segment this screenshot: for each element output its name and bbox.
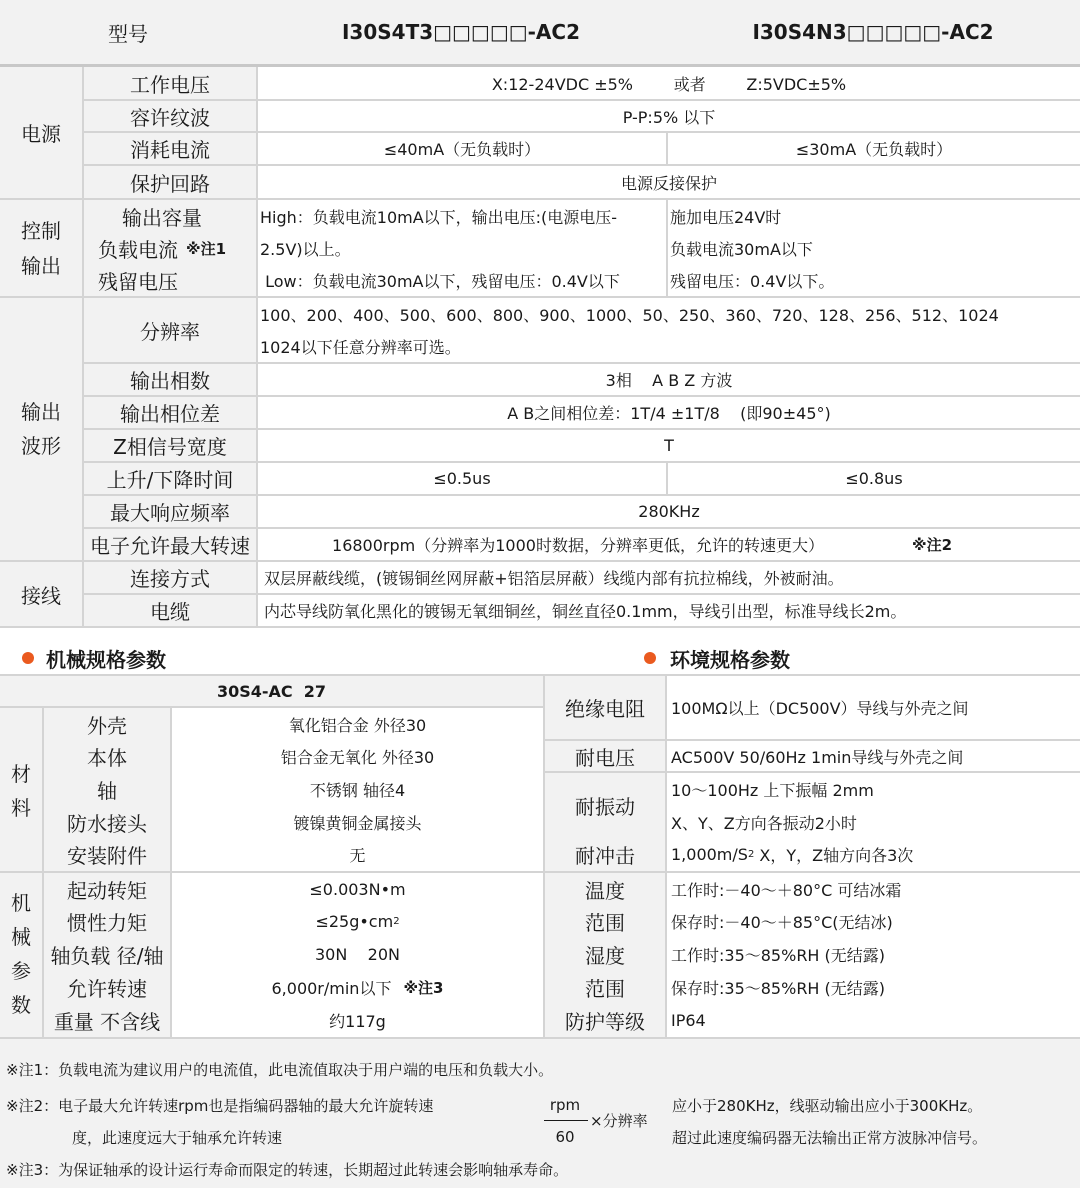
env-hum-label-2: 范围 [585, 977, 625, 1001]
power-protect-label: 保护回路 [130, 171, 210, 196]
mech-weight-value: 约117g [329, 1012, 386, 1031]
env-voltage-label: 耐电压 [575, 745, 635, 770]
control-residual-label: 残留电压 [98, 269, 178, 294]
control-t3-line-2: 2.5V)以上。 [260, 239, 351, 259]
mech-allow-note: ※注3 [403, 979, 444, 997]
note-3: ※注3：为保证轴承的设计运行寿命而限定的转速，长期超过此转速会影响轴承寿命。 [6, 1160, 569, 1179]
material-accessory-label: 安装附件 [67, 844, 147, 868]
control-t3-line-1: High：负载电流10mA以下，输出电压:(电源电压- [260, 207, 618, 227]
env-title-dot-icon [644, 652, 656, 664]
mech-weight-label: 重量 不含线 [53, 1010, 161, 1034]
mech-title-dot-icon [22, 652, 34, 664]
env-shock-label: 耐冲击 [575, 844, 635, 868]
mech-inertia-value: ≤25g•cm 2 [315, 912, 400, 931]
env-ip-label: 防护等级 [565, 1010, 645, 1034]
model-label: 型号 [108, 21, 148, 46]
material-accessory-value: 无 [349, 846, 366, 865]
note-2-line-4: 超过此速度编码器无法输出正常方波脉冲信号。 [672, 1128, 988, 1147]
mech-inertia-label: 惯性力矩 [67, 911, 147, 935]
mech-model: 30S4-AC 27 [0, 676, 543, 706]
wave-phase-value: 3相 A B Z 方波 [605, 371, 733, 390]
mech-group-char-3: 参 [11, 958, 31, 983]
power-voltage-value: X:12-24VDC ±5% 或者 Z:5VDC±5% [491, 74, 847, 94]
control-note1-mark: ※注1 [186, 239, 227, 258]
material-shell-label: 外壳 [87, 713, 127, 738]
wave-speed-note: ※注2 [912, 536, 953, 554]
note-2-line-2: 度，此速度远大于轴承允许转速 [72, 1128, 283, 1147]
env-section-title: 环境规格参数 [670, 647, 790, 672]
wave-resolution-label: 分辨率 [140, 319, 200, 344]
mech-allow-label: 允许转速 [67, 977, 147, 1001]
note-2-line-3: 应小于280KHz，线驱动输出应小于300KHz。 [672, 1096, 983, 1115]
env-temp-label-1: 温度 [585, 878, 625, 903]
material-shaft-label: 轴 [97, 779, 117, 803]
env-vibration-label: 耐振动 [575, 794, 635, 819]
wave-z-value: T [664, 436, 674, 455]
note-2-fraction-numerator: rpm [549, 1096, 581, 1114]
wave-phase-label: 输出相数 [130, 369, 210, 393]
model-t3: I30S4T3□□□□□-AC2 [341, 20, 580, 44]
power-current-t3: ≤40mA（无负载时） [383, 140, 541, 159]
wave-speed-label: 电子允许最大转速 [90, 534, 250, 558]
wave-diff-label: 输出相位差 [120, 402, 220, 426]
mech-load-value: 30N 20N [315, 945, 400, 964]
note-1: ※注1：负载电流为建议用户的电流值，此电流值取决于用户端的电压和负载大小。 [6, 1060, 554, 1079]
wave-rise-t3: ≤0.5us [433, 469, 491, 488]
env-insulation-value: 100MΩ以上（DC500V）导线与外壳之间 [671, 699, 969, 718]
material-group-char-2: 料 [11, 795, 31, 820]
power-ripple-label: 容许纹波 [130, 105, 210, 130]
power-current-n3: ≤30mA（无负载时） [795, 140, 953, 159]
control-n3-line-3: 残留电压：0.4V以下。 [670, 271, 835, 291]
env-shock-value: 1,000m/S 2 X，Y，Z轴方向各3次 [671, 845, 914, 865]
control-group-label-2: 输出 [21, 253, 61, 278]
note-2-fraction-bar [544, 1120, 588, 1121]
wave-diff-value: A B之间相位差：1T/4 ±1T/8 (即90±45°) [507, 404, 831, 423]
env-voltage-value: AC500V 50/60Hz 1min导线与外壳之间 [671, 747, 964, 767]
power-protect-value: 电源反接保护 [620, 173, 717, 193]
wave-group-label-1: 输出 [21, 399, 61, 424]
wave-freq-value: 280KHz [638, 502, 700, 521]
power-voltage-label: 工作电压 [130, 72, 210, 97]
control-n3-line-1: 施加电压24V时 [670, 207, 782, 227]
note-2-line-1: ※注2：电子最大允许转速rpm也是指编码器轴的最大允许旋转速 [6, 1096, 434, 1115]
control-capacity-label: 输出容量 [122, 205, 202, 230]
mech-allow-value: 6,000r/min以下 ※注3 [271, 979, 444, 998]
wave-resolution-line-1: 100、200、400、500、600、800、900、1000、50、250、360、720、128、256、512、1024 [260, 305, 999, 325]
material-connector-value: 镀镍黄铜金属接头 [293, 813, 422, 833]
wave-rise-n3: ≤0.8us [845, 469, 903, 488]
mech-group-char-4: 数 [11, 992, 31, 1017]
wave-rise-label: 上升/下降时间 [106, 468, 234, 492]
control-n3-line-2: 负载电流30mA以下 [670, 239, 813, 259]
power-current-label: 消耗电流 [130, 138, 210, 162]
wiring-group-label: 接线 [21, 583, 61, 608]
model-n3: I30S4N3□□□□□-AC2 [752, 20, 994, 44]
env-ip-value: IP64 [671, 1011, 706, 1030]
note-2-fraction-denominator: 60 [555, 1128, 575, 1146]
env-temp-label-2: 范围 [585, 911, 625, 935]
control-group-label-1: 控制 [21, 218, 61, 243]
mech-group-char-1: 机 [11, 890, 31, 915]
material-group-char-1: 材 [11, 761, 31, 786]
material-body-value: 铝合金无氧化 外径30 [280, 748, 435, 767]
wave-resolution-line-2: 1024以下任意分辨率可选。 [260, 337, 461, 357]
wiring-cable-value: 内芯导线防氧化黑化的镀锡无氧细铜丝，铜丝直径0.1mm，导线引出型，标准导线长2m。 [264, 602, 907, 621]
mech-group-char-2: 械 [11, 924, 31, 949]
env-vibration-line-1: 10～100Hz 上下振幅 2mm [671, 780, 874, 800]
env-vibration-line-2: X、Y、Z方向各振动2小时 [671, 813, 857, 833]
env-hum-line-1: 工作时:35～85%RH (无结露) [671, 946, 886, 965]
power-ripple-value: P-P:5% 以下 [622, 107, 716, 127]
mech-section-title: 机械规格参数 [46, 647, 166, 672]
material-body-label: 本体 [87, 746, 127, 770]
wave-freq-label: 最大响应频率 [110, 501, 230, 525]
env-hum-label-1: 湿度 [585, 944, 625, 968]
mech-start-label: 起动转矩 [67, 878, 147, 903]
control-load-label: 负载电流 [98, 237, 178, 262]
wiring-connect-label: 连接方式 [130, 567, 210, 591]
wave-speed-value: 16800rpm（分辨率为1000时数据，分辨率更低，允许的转速更大） [332, 536, 824, 555]
power-group-label: 电源 [21, 122, 61, 146]
control-t3-line-3: Low：负载电流30mA以下，残留电压：0.4V以下 [260, 271, 620, 291]
wiring-connect-value: 双层屏蔽线缆，(镀锡铜丝网屏蔽+铝箔层屏蔽）线缆内部有抗拉棉线，外被耐油。 [264, 569, 844, 588]
mech-load-label: 轴负载 径/轴 [50, 944, 164, 968]
material-shaft-value: 不锈钢 轴径4 [309, 781, 406, 800]
wave-z-label: Z相信号宽度 [113, 435, 227, 459]
mech-start-value: ≤0.003N•m [309, 879, 406, 899]
env-hum-line-2: 保存时:35～85%RH (无结露) [671, 979, 886, 998]
material-connector-label: 防水接头 [67, 811, 147, 836]
env-insulation-label: 绝缘电阻 [565, 697, 645, 721]
wiring-cable-label: 电缆 [150, 600, 190, 624]
note-2-fraction-tail: ×分辨率 [590, 1111, 648, 1130]
material-shell-value: 氧化铝合金 外径30 [288, 715, 427, 735]
env-temp-line-2: 保存时:－40～＋85°C(无结冰) [671, 913, 893, 932]
wave-group-label-2: 波形 [21, 433, 61, 458]
env-temp-line-1: 工作时:－40～＋80°C 可结冰霜 [671, 880, 902, 900]
